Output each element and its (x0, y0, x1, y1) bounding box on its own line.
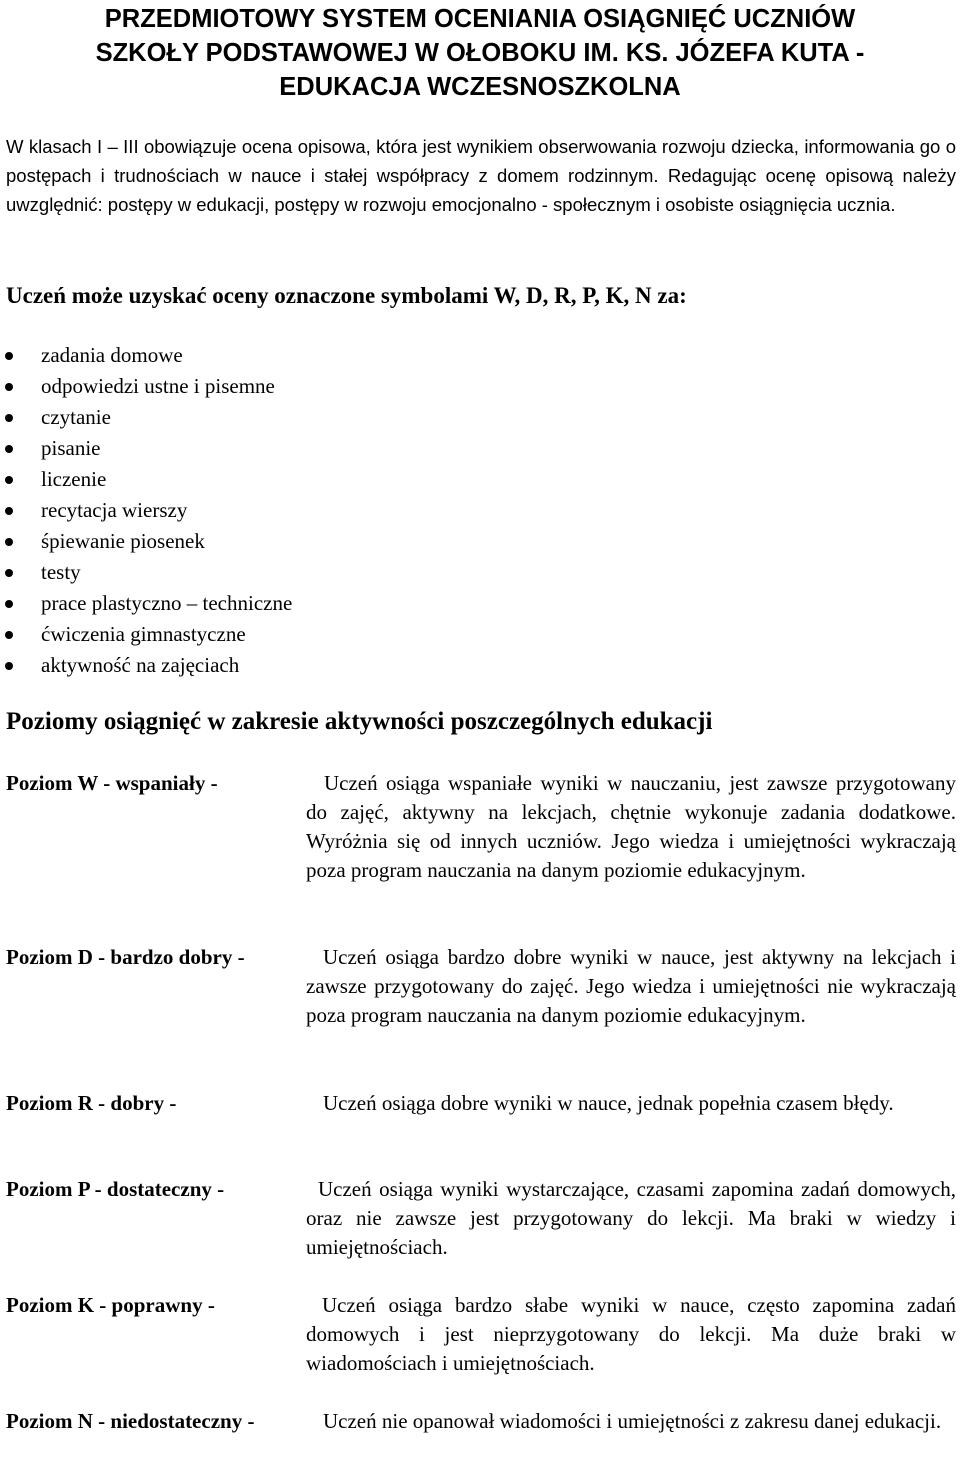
bullet-icon (5, 538, 13, 546)
list-item (0, 402, 292, 433)
bullet-icon (5, 507, 13, 515)
bullet-icon (5, 445, 13, 453)
intro-sentence-2: Redagując ocenę opisową należy uwzględnić: postępy w edukacji, postępy w rozwoju emocjonalno - społecznym i osobiste osiągnięcia ucznia. (6, 165, 957, 215)
title-line-1: PRZEDMIOTOWY SYSTEM OCENIANIA OSIĄGNIĘĆ UCZNIÓW (104, 5, 856, 33)
level-description: Uczeń osiąga bardzo słabe wyniki w nauce, często zapomina zadań domowych i jest nieprzygotowany do lekcji. Ma duże braki w wiadomościach i umiejętnościach. (306, 1293, 956, 1375)
level-description: Uczeń osiąga dobre wyniki w nauce, jednak popełnia czasem błędy. (323, 1091, 894, 1115)
bullet-icon (5, 631, 13, 639)
list-item (0, 433, 292, 464)
level-description: Uczeń osiąga bardzo dobre wyniki w nauce, jest aktywny na lekcjach i zawsze przygotowany do zajęć. Jego wiedza i umiejętności nie wykraczają poza program nauczania na danym poziomie edukacyjnym. (306, 945, 956, 1027)
level-label: Poziom N - niedostateczny - (6, 1409, 255, 1433)
level-p (6, 1175, 956, 1262)
list-item (0, 495, 292, 526)
level-description: Uczeń osiąga wspaniałe wyniki w nauczaniu, jest zawsze przygotowany do zajęć, aktywny na lekcjach, chętnie wykonuje zadania dodatkowe. Wyróżnia się od innych uczniów. Jego wiedza i umiejętności wykraczają poza program nauczania na danym poziomie edukacyjnym. (306, 771, 956, 882)
level-description: Uczeń nie opanował wiadomości i umiejętności z zakresu danej edukacji. (323, 1409, 942, 1433)
levels-heading: Poziomy osiągnięć w zakresie aktywności poszczególnych edukacji (6, 708, 713, 735)
activity-label: aktywność na zajęciach (41, 653, 240, 677)
activity-label: zadania domowe (41, 343, 183, 367)
bullet-icon (5, 383, 13, 391)
bullet-icon (5, 600, 13, 608)
grades-heading: Uczeń może uzyskać oceny oznaczone symbolami W, D, R, P, K, N za: (6, 283, 687, 308)
level-r (6, 1089, 956, 1118)
activity-label: czytanie (41, 405, 111, 429)
activity-label: liczenie (41, 467, 107, 491)
list-item (0, 650, 292, 681)
activity-label: testy (41, 560, 81, 584)
level-description: Uczeń osiąga wyniki wystarczające, czasami zapomina zadań domowych, oraz nie zawsze jest przygotowany do lekcji. Ma braki w wiedzy i umiejętnościach. (306, 1177, 956, 1259)
level-label: Poziom W - wspaniały - (6, 771, 218, 795)
activity-label: recytacja wierszy (41, 498, 188, 522)
intro-sentence-1: W klasach I – III obowiązuje ocena opisowa, która jest wynikiem obserwowania rozwoju dziecka, informowania go o postępach i trudnościach w nauce i stałej współpracy z domem rodzinnym. (6, 136, 956, 186)
bullet-icon (5, 476, 13, 484)
list-item (0, 526, 292, 557)
activity-label: odpowiedzi ustne i pisemne (41, 374, 275, 398)
list-item (0, 588, 292, 619)
document-title (0, 2, 960, 104)
level-n (6, 1407, 956, 1436)
bullet-icon (5, 414, 13, 422)
level-label: Poziom R - dobry - (6, 1091, 177, 1115)
activity-label: ćwiczenia gimnastyczne (41, 622, 246, 646)
activity-label: śpiewanie piosenek (41, 529, 205, 553)
activities-list (0, 340, 292, 681)
level-label: Poziom D - bardzo dobry - (6, 945, 245, 969)
list-item (0, 557, 292, 588)
list-item (0, 340, 292, 371)
level-k (6, 1291, 956, 1378)
list-item (0, 619, 292, 650)
list-item (0, 371, 292, 402)
level-d (6, 943, 956, 1030)
bullet-icon (5, 662, 13, 670)
activity-label: prace plastyczno – techniczne (41, 591, 293, 615)
bullet-icon (5, 352, 13, 360)
list-item (0, 464, 292, 495)
level-label: Poziom K - poprawny - (6, 1293, 215, 1317)
activity-label: pisanie (41, 436, 101, 460)
title-line-2: SZKOŁY PODSTAWOWEJ W OŁOBOKU IM. KS. JÓZEFA KUTA - (95, 39, 865, 67)
level-w (6, 769, 956, 885)
bullet-icon (5, 569, 13, 577)
level-label: Poziom P - dostateczny - (6, 1177, 225, 1201)
title-line-3: EDUKACJA WCZESNOSZKOLNA (279, 73, 681, 101)
intro-paragraph (6, 132, 956, 219)
